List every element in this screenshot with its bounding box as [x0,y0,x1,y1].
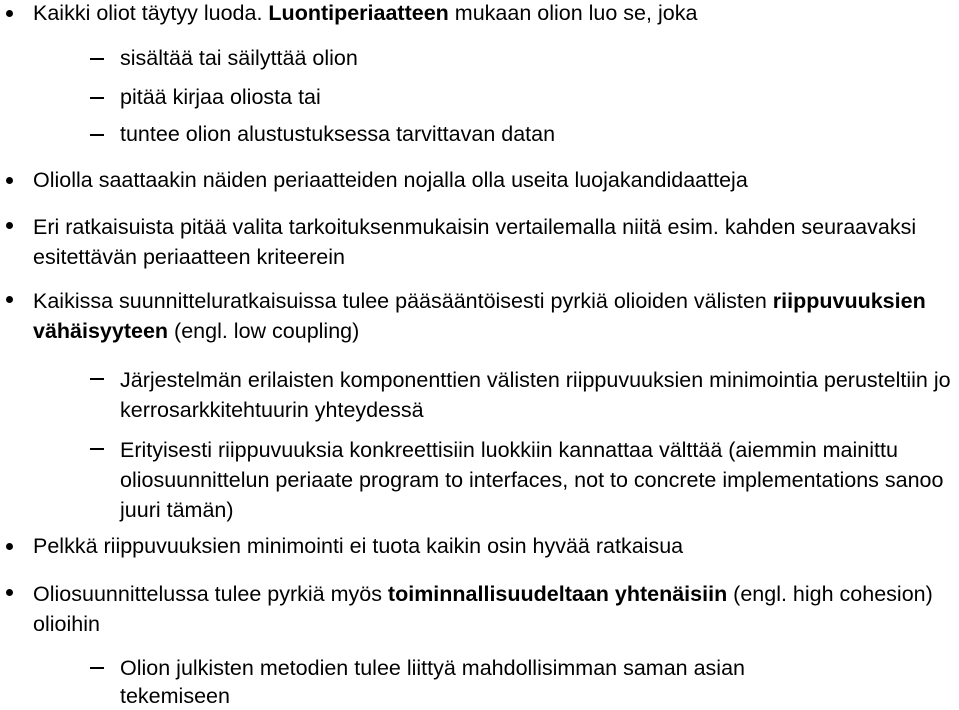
bullet-text-prefix: Kaikki oliot täytyy luoda. [33,1,269,25]
bullet-text [33,0,953,27]
bullet-dot-icon [6,222,13,229]
bullet-text-bold: Luontiperiaatteen [268,1,449,25]
bullet-text [33,579,953,639]
bullet-dot-icon [6,177,13,184]
bullet-text: Pelkkä riippuvuuksien minimointi ei tuota kaikin osin hyvää ratkaisua [33,534,684,558]
dash-icon [90,134,104,136]
sub-item-text: sisältää tai säilyttää olion [120,46,358,70]
bullet-text-bold: toiminnallisuudeltaan yhtenäisiin [387,582,728,606]
bullet-text: Eri ratkaisuista pitää valita tarkoituksenmukaisin vertailemalla niitä esim. kahden seuraavaksi esitettävän periaatteen kriteerein [33,215,917,269]
dash-icon [90,667,104,669]
sub-item-text: Olion julkisten metodien tulee liittyä mahdollisimman saman asian tekemiseen [120,656,745,708]
bullet-text: Oliolla saattaakin näiden periaatteiden nojalla olla useita luojakandidaatteja [33,168,748,192]
dash-icon [90,378,104,380]
dash-icon [90,448,104,450]
bullet-dot-icon [6,543,13,550]
bullet-dot-icon [6,296,13,303]
dash-icon [90,58,104,60]
bullet-text-prefix: Kaikissa suunnitteluratkaisuissa tulee pääsääntöisesti pyrkiä olioiden välisten [33,289,773,313]
sub-item-text: Järjestelmän erilaisten komponenttien välisten riippuvuuksien minimointia perusteltiin jo kerrosarkkitehtuurin yhteydessä [120,368,951,422]
dash-icon [90,97,104,99]
sub-item-text: Erityisesti riippuvuuksia konkreettisiin luokkiin kannattaa välttää (aiemmin mainittu oliosuunnittelun periaate program to interfaces, not to concrete implementations sanoo juuri tämän) [120,438,944,522]
bullet-text-suffix: (engl. low coupling) [168,319,360,343]
bullet-dot-icon [6,589,13,596]
bullet-text-prefix: Oliosuunnittelussa tulee pyrkiä myös [33,582,388,606]
sub-item-text: pitää kirjaa oliosta tai [120,85,321,109]
sub-item-text: tuntee olion alustustuksessa tarvittavan datan [120,122,556,146]
bullet-text [33,286,953,346]
bullet-text-suffix: (engl. high cohesion) olioihin [33,582,933,636]
bullet-text-bold: riippuvuuksien vähäisyyteen [33,289,926,343]
bullet-dot-icon [6,10,13,17]
bullet-text-suffix: mukaan olion luo se, joka [448,1,698,25]
